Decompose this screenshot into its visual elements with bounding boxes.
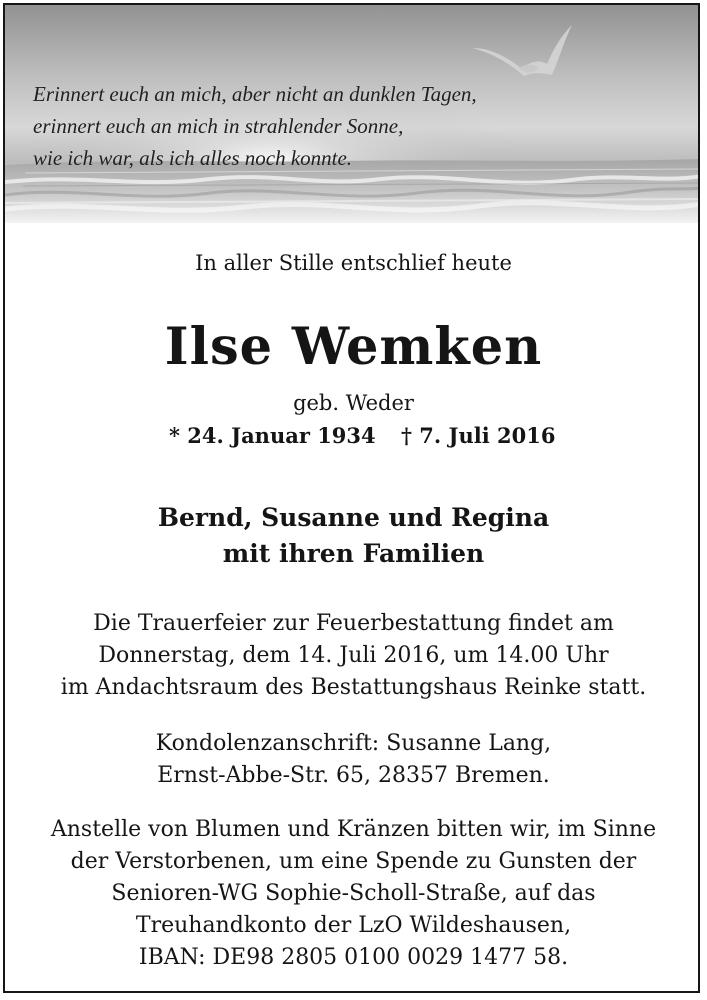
obituary-notice [3,3,700,993]
condolence-address [5,728,700,792]
donation-line-1: Anstelle von Blumen und Kränzen bitten wir, im Sinne [50,817,657,842]
mourners-line-1: Bernd, Susanne und Regina [157,503,550,532]
mourners-line-2: mit ihren Familien [222,539,485,568]
donation-request [5,814,700,974]
quote-line-1: Erinnert euch an mich, aber nicht an dunklen Tagen, [33,82,477,106]
service-line-1: Die Trauerfeier zur Feuerbestattung findet am [93,611,614,636]
donation-line-4: Treuhandkonto der LzO Wildeshausen, [135,913,572,938]
birth-date: * 24. Januar 1934 [169,423,376,448]
quote-line-2: erinnert euch an mich in strahlender Sonne, [33,114,404,138]
seascape-header [5,5,700,223]
service-line-3: im Andachtsraum des Bestattungshaus Reinke statt. [60,675,647,700]
donation-line-5: IBAN: DE98 2805 0100 0029 1477 58. [138,945,569,970]
intro-text: In aller Stille entschlief heute [195,251,512,275]
condolence-line-1: Kondolenzanschrift: Susanne Lang, [155,731,552,756]
death-date: † 7. Juli 2016 [401,423,556,448]
quote-line-3: wie ich war, als ich alles noch konnte. [33,146,353,170]
maiden-name: geb. Weder [293,391,414,415]
mourners-block [5,500,700,572]
obituary-content [5,223,700,991]
donation-line-3: Senioren-WG Sophie-Scholl-Straße, auf das [111,881,596,906]
memorial-quote [33,78,477,174]
deceased-name: Ilse Wemken [164,317,543,377]
funeral-service-info [5,608,700,704]
donation-line-2: der Verstorbenen, um eine Spende zu Gunsten der [70,849,637,874]
service-line-2: Donnerstag, dem 14. Juli 2016, um 14.00 Uhr [98,643,609,668]
condolence-line-2: Ernst-Abbe-Str. 65, 28357 Bremen. [157,763,550,788]
